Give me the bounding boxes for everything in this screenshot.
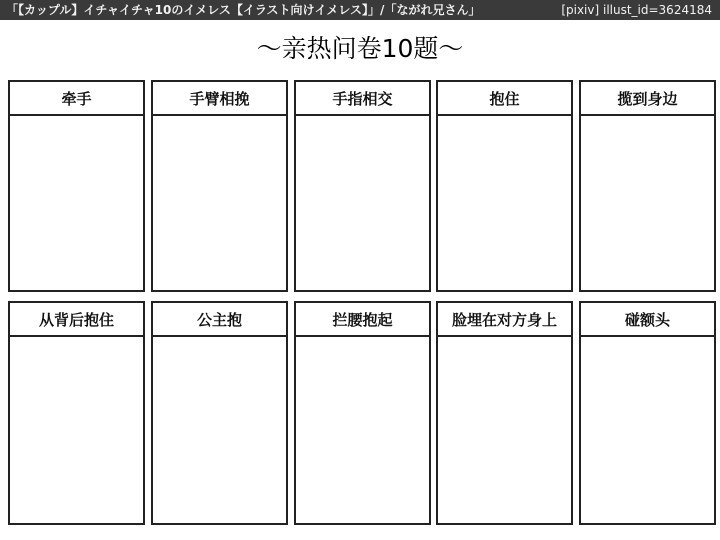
panel-label: 拦腰抱起 xyxy=(296,303,429,337)
page-title: ～亲热问卷10题～ xyxy=(256,34,464,63)
source-header-bar xyxy=(0,0,720,20)
panel-drawing-area xyxy=(581,337,714,523)
panel-drawing-area xyxy=(438,116,571,290)
panel-label: 手指相交 xyxy=(296,82,429,116)
panel-drawing-area xyxy=(10,337,143,523)
panel-label: 牵手 xyxy=(10,82,143,116)
panel-label: 抱住 xyxy=(438,82,571,116)
panel-face-buried xyxy=(436,301,573,525)
panel-drawing-area xyxy=(153,337,286,523)
panel-drawing-area xyxy=(10,116,143,290)
panel-drawing-area xyxy=(153,116,286,290)
source-credit: 「【カップル】イチャイチャ10のイメレス【イラスト向けイメレス】」/「ながれ兄さん」 xyxy=(6,3,481,17)
illust-id: [pixiv] illust_id=3624184 xyxy=(555,0,712,20)
panel-princess-carry xyxy=(151,301,288,525)
panel-label: 手臂相挽 xyxy=(153,82,286,116)
panel-label: 碰额头 xyxy=(581,303,714,337)
panel-waist-lift xyxy=(294,301,431,525)
panel-drawing-area xyxy=(438,337,571,523)
panel-forehead-touch xyxy=(579,301,716,525)
panel-hand-holding xyxy=(8,80,145,292)
panel-pull-close xyxy=(579,80,716,292)
panel-hug xyxy=(436,80,573,292)
panel-label: 揽到身边 xyxy=(581,82,714,116)
panel-drawing-area xyxy=(296,337,429,523)
panel-label: 从背后抱住 xyxy=(10,303,143,337)
panel-drawing-area xyxy=(296,116,429,290)
panel-arm-in-arm xyxy=(151,80,288,292)
panel-fingers-interlocked xyxy=(294,80,431,292)
panel-label: 脸埋在对方身上 xyxy=(438,303,571,337)
panel-label: 公主抱 xyxy=(153,303,286,337)
panel-drawing-area xyxy=(581,116,714,290)
panel-back-hug xyxy=(8,301,145,525)
